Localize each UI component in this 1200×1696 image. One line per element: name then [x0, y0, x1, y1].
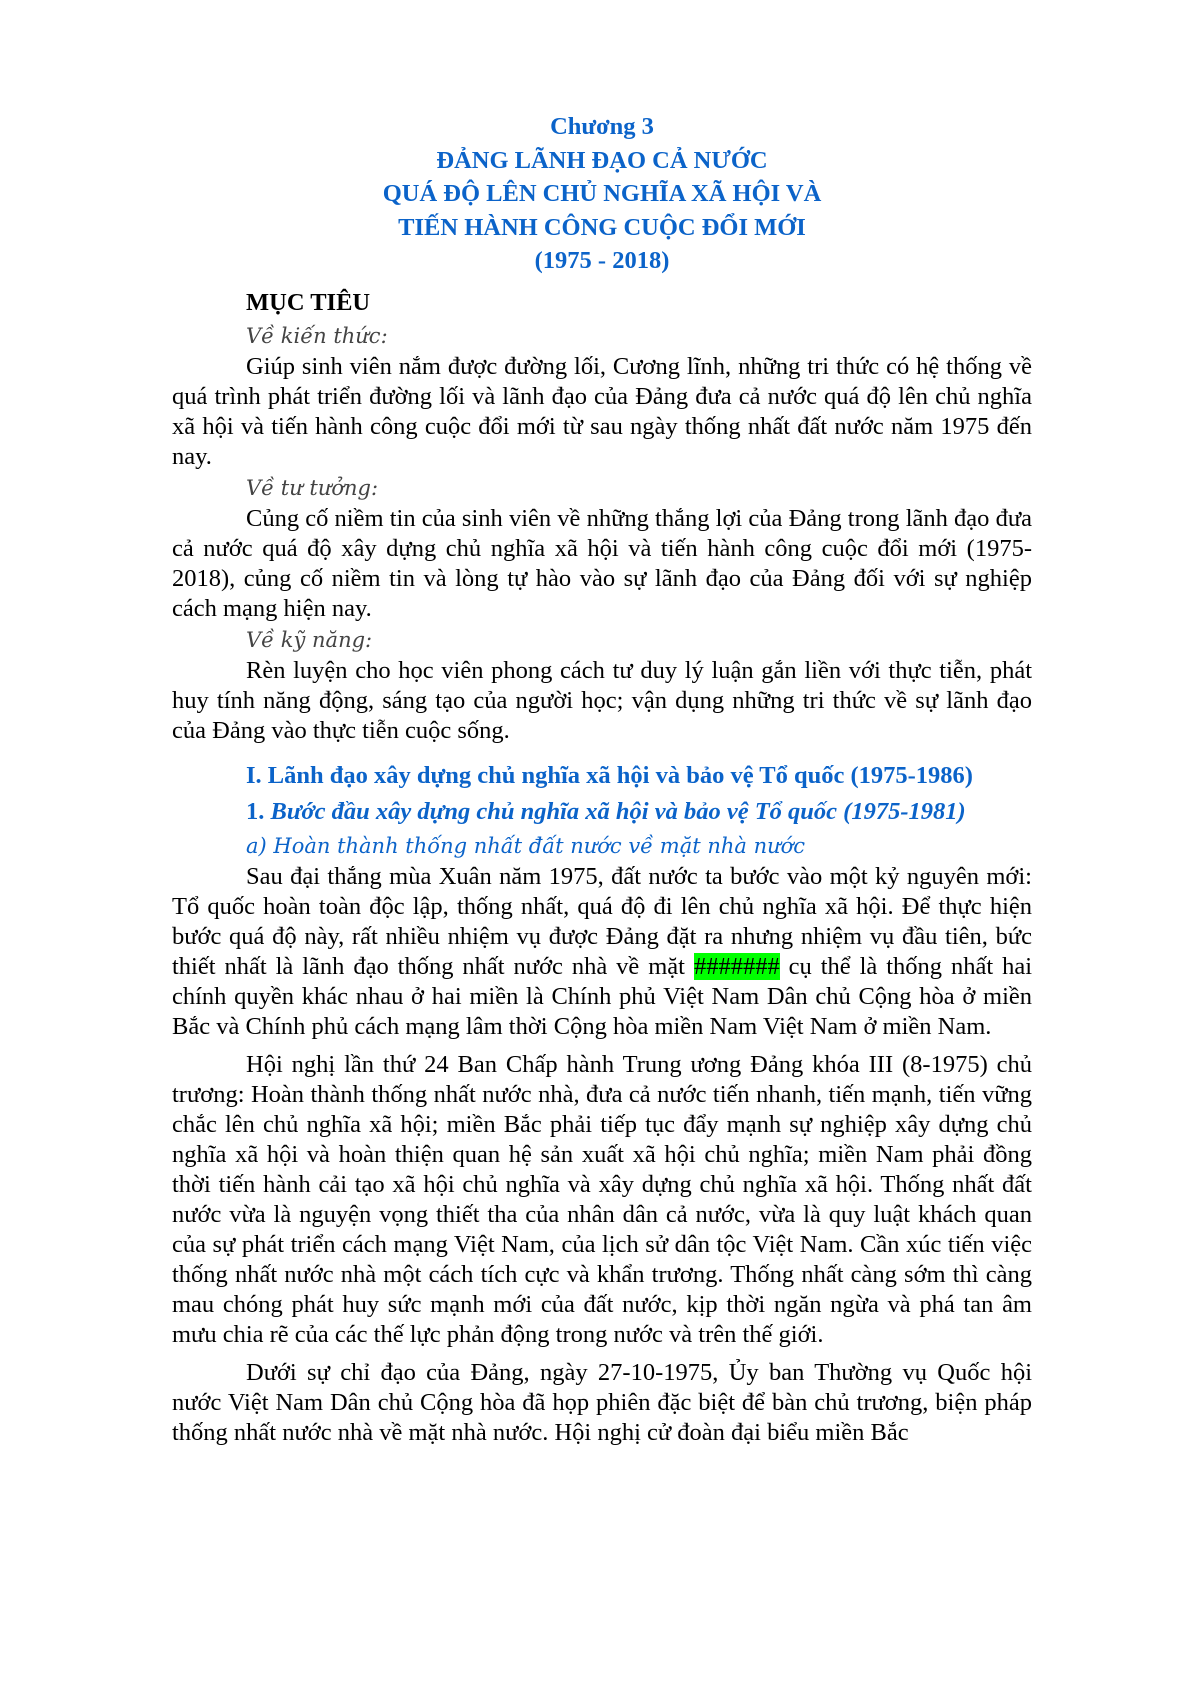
section-heading-1: I. Lãnh đạo xây dựng chủ nghĩa xã hội và bảo vệ Tổ quốc (1975-1986)	[246, 761, 973, 789]
knowledge-label: Về kiến thức:	[246, 323, 388, 348]
paragraph-text-continued: cụ thể là thống nhất hai chính quyền khác nhau ở hai miền là Chính phủ Việt Nam Dân chủ Cộng hòa ở miền Bắc và Chính phủ cách mạng lâm thời Cộng hòa miền Nam Việt Nam ở miền Nam.	[172, 952, 1033, 1040]
section-heading-1-1	[246, 794, 1032, 830]
section-heading-1-1-a: a) Hoàn thành thống nhất đất nước về mặt nhà nước	[246, 833, 806, 858]
paragraph-text: Sau đại thắng mùa Xuân năm 1975, đất nước ta bước vào một kỷ nguyên mới: Tổ quốc hoàn toàn độc lập, thống nhất, quá độ đi lên chủ nghĩa xã hội. Để thực hiện bước quá độ này, rất nhiều nhiệm vụ được Đảng đặt ra nhưng nhiệm vụ đầu tiên, bức thiết nhất là lãnh đạo thống nhất nước nhà về mặt	[172, 862, 1032, 980]
knowledge-paragraph: Giúp sinh viên nắm được đường lối, Cương lĩnh, những tri thức có hệ thống về quá trình phát triển đường lối và lãnh đạo của Đảng đưa cả nước quá độ lên chủ nghĩa xã hội và tiến hành công cuộc đổi mới từ sau ngày thống nhất đất nước năm 1975 đến nay.	[172, 352, 1032, 470]
ideology-paragraph: Củng cố niềm tin của sinh viên về những thắng lợi của Đảng trong lãnh đạo đưa cả nước quá độ xây dựng chủ nghĩa xã hội và tiến hành công cuộc đổi mới (1975-2018), củng cố niềm tin và lòng tự hào vào sự lãnh đạo của Đảng đối với sự nghiệp cách mạng hiện nay.	[172, 504, 1032, 622]
body-paragraph-1	[172, 862, 1032, 1042]
chapter-title-line-2: QUÁ ĐỘ LÊN CHỦ NGHĨA XÃ HỘI VÀ	[382, 180, 822, 207]
ideology-label: Về tư tưởng:	[246, 475, 379, 500]
chapter-title-line-1: ĐẢNG LÃNH ĐẠO CẢ NƯỚC	[436, 146, 768, 174]
document-page	[172, 110, 1032, 1448]
chapter-years: (1975 - 2018)	[534, 247, 670, 274]
body-paragraph-3: Dưới sự chỉ đạo của Đảng, ngày 27-10-1975, Ủy ban Thường vụ Quốc hội nước Việt Nam Dân chủ Cộng hòa đã họp phiên đặc biệt để bàn chủ trương, biện pháp thống nhất nước nhà về mặt nhà nước. Hội nghị cử đoàn đại biểu miền Bắc	[172, 1358, 1032, 1446]
section-title: Bước đầu xây dựng chủ nghĩa xã hội và bảo vệ Tổ quốc (1975-1981)	[270, 797, 966, 825]
chapter-title-line-3: TIẾN HÀNH CÔNG CUỘC ĐỔI MỚI	[398, 213, 806, 241]
highlighted-placeholder: #######	[693, 952, 780, 980]
section-number: 1.	[246, 797, 265, 825]
body-paragraph-2: Hội nghị lần thứ 24 Ban Chấp hành Trung ương Đảng khóa III (8-1975) chủ trương: Hoàn thành thống nhất nước nhà, đưa cả nước tiến nhanh, tiến mạnh, tiến vững chắc lên chủ nghĩa xã hội; miền Bắc phải tiếp tục đẩy mạnh sự nghiệp xây dựng chủ nghĩa xã hội và hoàn thiện quan hệ sản xuất xã hội chủ nghĩa; miền Nam phải đồng thời tiến hành cải tạo xã hội chủ nghĩa và xây dựng chủ nghĩa xã hội. Thống nhất đất nước vừa là nguyện vọng thiết tha của nhân dân cả nước, vừa là quy luật khách quan của sự phát triển cách mạng Việt Nam, của lịch sử dân tộc Việt Nam. Cần xúc tiến việc thống nhất nước nhà một cách tích cực và khẩn trương. Thống nhất càng sớm thì càng mau chóng phát huy sức mạnh mới của đất nước, kịp thời ngăn ngừa và phá tan âm mưu chia rẽ của các thế lực phản động trong nước và trên thế giới.	[172, 1050, 1032, 1348]
chapter-label: Chương 3	[550, 113, 654, 140]
skills-paragraph: Rèn luyện cho học viên phong cách tư duy lý luận gắn liền với thực tiễn, phát huy tính năng động, sáng tạo của người học; vận dụng những tri thức về sự lãnh đạo của Đảng vào thực tiễn cuộc sống.	[172, 656, 1032, 744]
objectives-heading: MỤC TIÊU	[246, 288, 371, 316]
skills-label: Về kỹ năng:	[246, 627, 373, 652]
